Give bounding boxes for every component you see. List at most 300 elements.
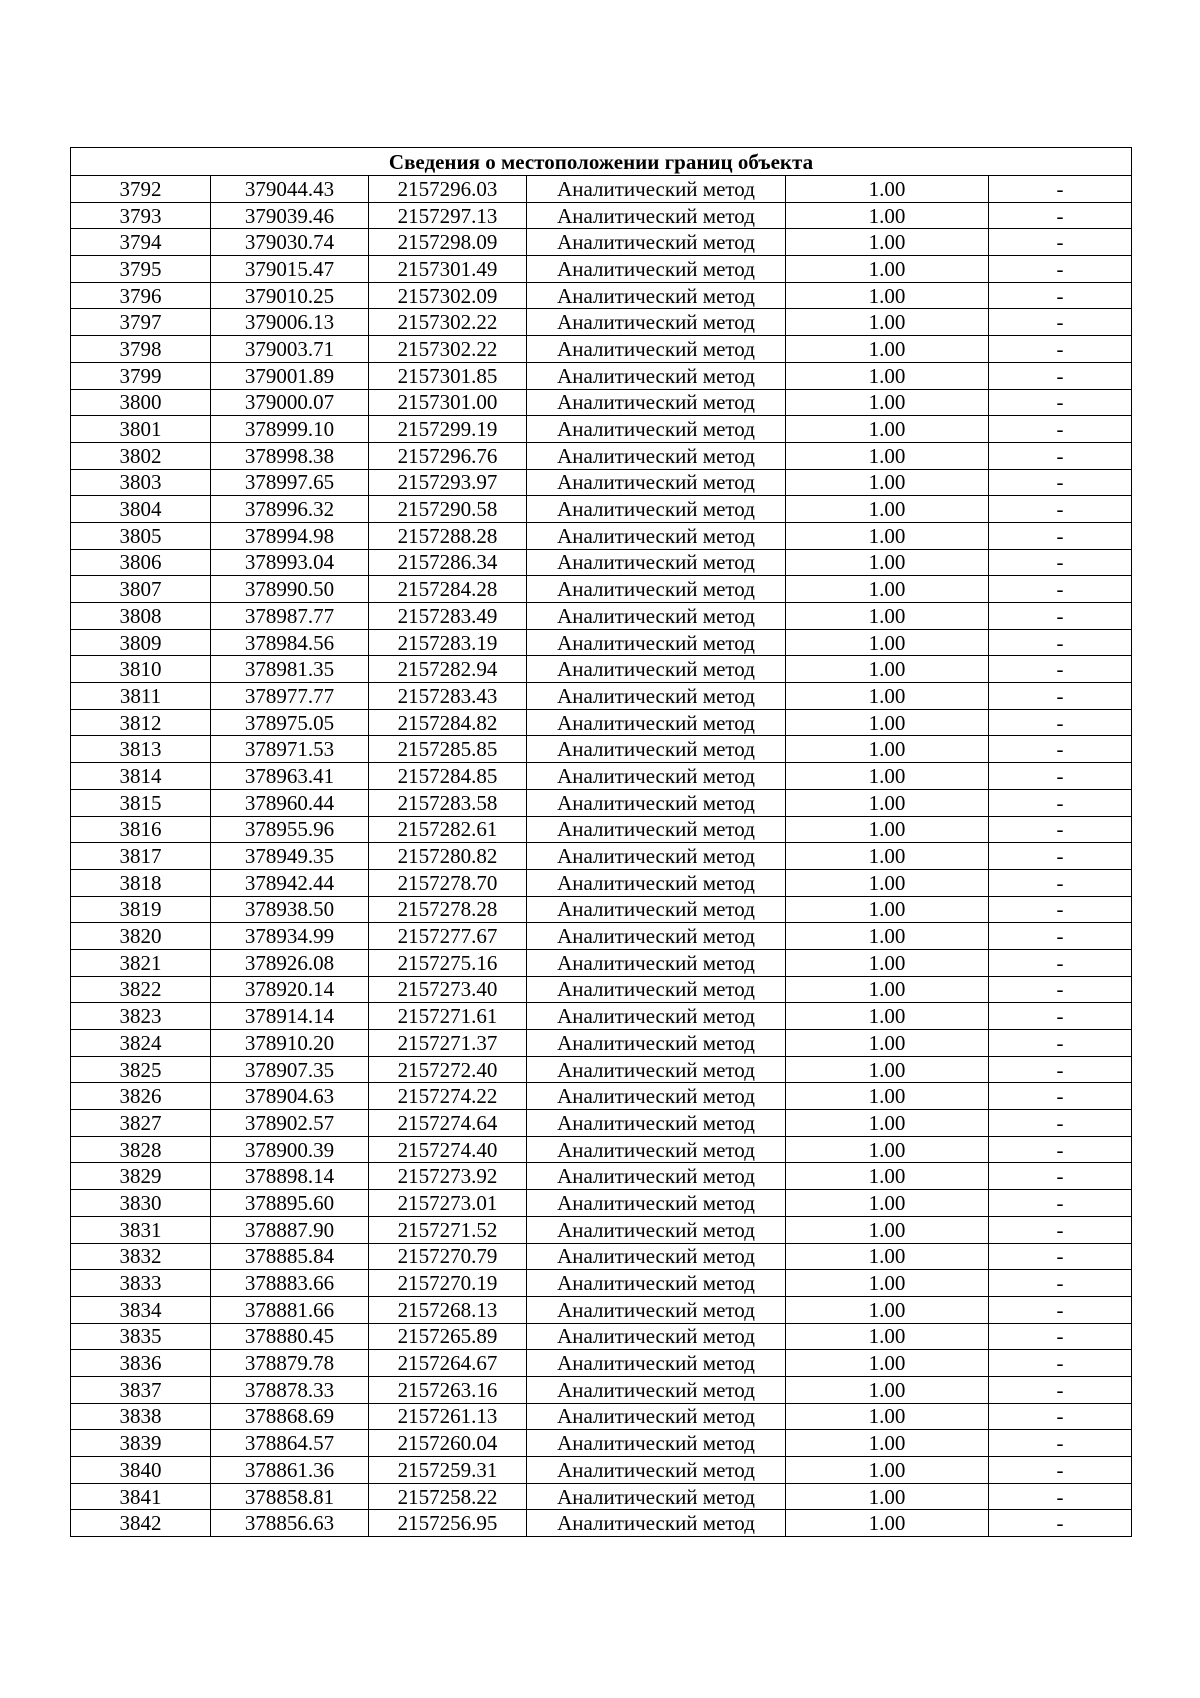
cell-description: - (989, 362, 1132, 389)
cell-coord-x: 379010.25 (211, 282, 369, 309)
cell-point-number: 3819 (71, 896, 211, 923)
table-row (71, 629, 1132, 656)
cell-point-number: 3805 (71, 522, 211, 549)
cell-description: - (989, 576, 1132, 603)
cell-method: Аналитический метод (527, 1030, 786, 1057)
cell-accuracy: 1.00 (786, 1430, 989, 1457)
cell-point-number: 3825 (71, 1056, 211, 1083)
table-row (71, 282, 1132, 309)
cell-method: Аналитический метод (527, 1483, 786, 1510)
cell-description: - (989, 1110, 1132, 1137)
cell-coord-y: 2157284.82 (369, 709, 527, 736)
cell-method: Аналитический метод (527, 336, 786, 363)
cell-method: Аналитический метод (527, 1003, 786, 1030)
cell-method: Аналитический метод (527, 576, 786, 603)
cell-coord-x: 378879.78 (211, 1350, 369, 1377)
cell-description: - (989, 1430, 1132, 1457)
table-row (71, 1270, 1132, 1297)
cell-accuracy: 1.00 (786, 442, 989, 469)
cell-point-number: 3814 (71, 763, 211, 790)
cell-method: Аналитический метод (527, 1457, 786, 1484)
cell-method: Аналитический метод (527, 469, 786, 496)
cell-point-number: 3803 (71, 469, 211, 496)
cell-coord-x: 378883.66 (211, 1270, 369, 1297)
cell-coord-y: 2157270.79 (369, 1243, 527, 1270)
cell-coord-x: 379015.47 (211, 256, 369, 283)
cell-coord-x: 378934.99 (211, 923, 369, 950)
cell-method: Аналитический метод (527, 1056, 786, 1083)
cell-coord-y: 2157277.67 (369, 923, 527, 950)
cell-description: - (989, 656, 1132, 683)
cell-accuracy: 1.00 (786, 1216, 989, 1243)
cell-coord-y: 2157282.94 (369, 656, 527, 683)
cell-accuracy: 1.00 (786, 336, 989, 363)
cell-description: - (989, 1243, 1132, 1270)
table-row (71, 549, 1132, 576)
cell-coord-x: 378868.69 (211, 1403, 369, 1430)
cell-coord-x: 378994.98 (211, 522, 369, 549)
cell-accuracy: 1.00 (786, 949, 989, 976)
table-row (71, 683, 1132, 710)
cell-description: - (989, 1457, 1132, 1484)
cell-method: Аналитический метод (527, 389, 786, 416)
cell-coord-y: 2157282.61 (369, 816, 527, 843)
cell-coord-x: 378955.96 (211, 816, 369, 843)
cell-method: Аналитический метод (527, 683, 786, 710)
cell-method: Аналитический метод (527, 176, 786, 203)
cell-coord-x: 378864.57 (211, 1430, 369, 1457)
cell-description: - (989, 1483, 1132, 1510)
cell-accuracy: 1.00 (786, 522, 989, 549)
cell-accuracy: 1.00 (786, 1190, 989, 1217)
cell-point-number: 3795 (71, 256, 211, 283)
cell-point-number: 3839 (71, 1430, 211, 1457)
cell-coord-y: 2157298.09 (369, 229, 527, 256)
cell-coord-y: 2157280.82 (369, 843, 527, 870)
cell-accuracy: 1.00 (786, 496, 989, 523)
cell-point-number: 3834 (71, 1296, 211, 1323)
cell-description: - (989, 336, 1132, 363)
cell-coord-x: 379003.71 (211, 336, 369, 363)
cell-accuracy: 1.00 (786, 1110, 989, 1137)
cell-coord-y: 2157270.19 (369, 1270, 527, 1297)
cell-coord-y: 2157271.61 (369, 1003, 527, 1030)
cell-description: - (989, 869, 1132, 896)
cell-accuracy: 1.00 (786, 603, 989, 630)
table-row (71, 416, 1132, 443)
table-row (71, 1296, 1132, 1323)
cell-coord-x: 378856.63 (211, 1510, 369, 1537)
cell-description: - (989, 1056, 1132, 1083)
cell-description: - (989, 1163, 1132, 1190)
cell-accuracy: 1.00 (786, 549, 989, 576)
cell-method: Аналитический метод (527, 1403, 786, 1430)
table-row (71, 976, 1132, 1003)
cell-method: Аналитический метод (527, 1083, 786, 1110)
table-row (71, 202, 1132, 229)
cell-accuracy: 1.00 (786, 923, 989, 950)
cell-point-number: 3812 (71, 709, 211, 736)
cell-coord-x: 378977.77 (211, 683, 369, 710)
cell-description: - (989, 1403, 1132, 1430)
cell-coord-x: 379044.43 (211, 176, 369, 203)
cell-coord-y: 2157271.52 (369, 1216, 527, 1243)
cell-point-number: 3823 (71, 1003, 211, 1030)
cell-point-number: 3794 (71, 229, 211, 256)
cell-coord-x: 378975.05 (211, 709, 369, 736)
cell-coord-x: 378880.45 (211, 1323, 369, 1350)
cell-method: Аналитический метод (527, 309, 786, 336)
cell-point-number: 3809 (71, 629, 211, 656)
cell-coord-x: 378926.08 (211, 949, 369, 976)
cell-description: - (989, 282, 1132, 309)
cell-description: - (989, 709, 1132, 736)
cell-method: Аналитический метод (527, 763, 786, 790)
cell-method: Аналитический метод (527, 522, 786, 549)
cell-accuracy: 1.00 (786, 229, 989, 256)
cell-description: - (989, 816, 1132, 843)
cell-method: Аналитический метод (527, 496, 786, 523)
table-row (71, 869, 1132, 896)
cell-coord-x: 378981.35 (211, 656, 369, 683)
cell-accuracy: 1.00 (786, 1083, 989, 1110)
cell-point-number: 3796 (71, 282, 211, 309)
cell-coord-y: 2157272.40 (369, 1056, 527, 1083)
cell-coord-y: 2157284.85 (369, 763, 527, 790)
cell-coord-x: 379001.89 (211, 362, 369, 389)
cell-method: Аналитический метод (527, 1270, 786, 1297)
cell-accuracy: 1.00 (786, 683, 989, 710)
cell-point-number: 3799 (71, 362, 211, 389)
cell-coord-x: 378858.81 (211, 1483, 369, 1510)
cell-description: - (989, 1350, 1132, 1377)
cell-coord-x: 378898.14 (211, 1163, 369, 1190)
cell-coord-y: 2157299.19 (369, 416, 527, 443)
table-row (71, 1350, 1132, 1377)
cell-accuracy: 1.00 (786, 896, 989, 923)
cell-coord-x: 379006.13 (211, 309, 369, 336)
cell-method: Аналитический метод (527, 923, 786, 950)
cell-coord-y: 2157258.22 (369, 1483, 527, 1510)
cell-method: Аналитический метод (527, 603, 786, 630)
cell-point-number: 3801 (71, 416, 211, 443)
table-row (71, 896, 1132, 923)
cell-method: Аналитический метод (527, 229, 786, 256)
cell-method: Аналитический метод (527, 656, 786, 683)
cell-coord-y: 2157274.40 (369, 1136, 527, 1163)
table-row (71, 1323, 1132, 1350)
table-row (71, 496, 1132, 523)
cell-coord-y: 2157296.76 (369, 442, 527, 469)
cell-coord-y: 2157290.58 (369, 496, 527, 523)
cell-coord-x: 378907.35 (211, 1056, 369, 1083)
cell-coord-y: 2157283.49 (369, 603, 527, 630)
table-row (71, 442, 1132, 469)
cell-accuracy: 1.00 (786, 629, 989, 656)
cell-point-number: 3821 (71, 949, 211, 976)
cell-coord-x: 378904.63 (211, 1083, 369, 1110)
cell-coord-y: 2157278.70 (369, 869, 527, 896)
table-row (71, 309, 1132, 336)
cell-coord-x: 378990.50 (211, 576, 369, 603)
cell-accuracy: 1.00 (786, 1403, 989, 1430)
table-row (71, 1376, 1132, 1403)
table-row (71, 229, 1132, 256)
cell-coord-y: 2157259.31 (369, 1457, 527, 1484)
cell-accuracy: 1.00 (786, 416, 989, 443)
cell-description: - (989, 1136, 1132, 1163)
table-row (71, 1003, 1132, 1030)
cell-coord-y: 2157288.28 (369, 522, 527, 549)
cell-point-number: 3816 (71, 816, 211, 843)
cell-accuracy: 1.00 (786, 1056, 989, 1083)
cell-coord-y: 2157296.03 (369, 176, 527, 203)
cell-description: - (989, 1510, 1132, 1537)
cell-coord-x: 378999.10 (211, 416, 369, 443)
cell-coord-x: 378938.50 (211, 896, 369, 923)
cell-coord-y: 2157284.28 (369, 576, 527, 603)
cell-coord-x: 378996.32 (211, 496, 369, 523)
cell-point-number: 3818 (71, 869, 211, 896)
cell-method: Аналитический метод (527, 1190, 786, 1217)
cell-point-number: 3798 (71, 336, 211, 363)
table-row (71, 923, 1132, 950)
cell-coord-y: 2157301.00 (369, 389, 527, 416)
cell-description: - (989, 442, 1132, 469)
cell-description: - (989, 522, 1132, 549)
cell-coord-x: 378963.41 (211, 763, 369, 790)
boundary-table (70, 147, 1132, 1537)
cell-description: - (989, 949, 1132, 976)
cell-accuracy: 1.00 (786, 1163, 989, 1190)
cell-method: Аналитический метод (527, 976, 786, 1003)
cell-description: - (989, 896, 1132, 923)
table-row (71, 469, 1132, 496)
cell-point-number: 3841 (71, 1483, 211, 1510)
table-row (71, 256, 1132, 283)
cell-method: Аналитический метод (527, 1350, 786, 1377)
cell-description: - (989, 549, 1132, 576)
cell-point-number: 3807 (71, 576, 211, 603)
cell-accuracy: 1.00 (786, 763, 989, 790)
cell-coord-y: 2157286.34 (369, 549, 527, 576)
cell-accuracy: 1.00 (786, 576, 989, 603)
cell-coord-x: 378984.56 (211, 629, 369, 656)
cell-coord-x: 379030.74 (211, 229, 369, 256)
cell-description: - (989, 1216, 1132, 1243)
cell-accuracy: 1.00 (786, 1270, 989, 1297)
cell-coord-y: 2157260.04 (369, 1430, 527, 1457)
cell-method: Аналитический метод (527, 1430, 786, 1457)
table-row (71, 1483, 1132, 1510)
cell-coord-x: 378895.60 (211, 1190, 369, 1217)
cell-description: - (989, 309, 1132, 336)
cell-coord-y: 2157265.89 (369, 1323, 527, 1350)
cell-point-number: 3838 (71, 1403, 211, 1430)
cell-description: - (989, 736, 1132, 763)
table-row (71, 1216, 1132, 1243)
cell-method: Аналитический метод (527, 736, 786, 763)
cell-coord-y: 2157302.22 (369, 309, 527, 336)
cell-coord-y: 2157293.97 (369, 469, 527, 496)
cell-description: - (989, 416, 1132, 443)
table-row (71, 522, 1132, 549)
cell-coord-x: 378949.35 (211, 843, 369, 870)
cell-method: Аналитический метод (527, 549, 786, 576)
table-row (71, 1510, 1132, 1537)
table-row (71, 1136, 1132, 1163)
cell-point-number: 3833 (71, 1270, 211, 1297)
cell-coord-y: 2157283.58 (369, 789, 527, 816)
cell-method: Аналитический метод (527, 1243, 786, 1270)
table-row (71, 576, 1132, 603)
cell-point-number: 3820 (71, 923, 211, 950)
cell-description: - (989, 1083, 1132, 1110)
cell-accuracy: 1.00 (786, 362, 989, 389)
cell-coord-y: 2157264.67 (369, 1350, 527, 1377)
cell-coord-y: 2157261.13 (369, 1403, 527, 1430)
cell-point-number: 3842 (71, 1510, 211, 1537)
cell-method: Аналитический метод (527, 442, 786, 469)
cell-method: Аналитический метод (527, 1510, 786, 1537)
cell-coord-x: 378971.53 (211, 736, 369, 763)
cell-accuracy: 1.00 (786, 1323, 989, 1350)
cell-accuracy: 1.00 (786, 656, 989, 683)
table-row (71, 763, 1132, 790)
cell-method: Аналитический метод (527, 202, 786, 229)
table-body (71, 176, 1132, 1537)
cell-method: Аналитический метод (527, 949, 786, 976)
cell-method: Аналитический метод (527, 1110, 786, 1137)
cell-coord-x: 378902.57 (211, 1110, 369, 1137)
cell-description: - (989, 496, 1132, 523)
cell-description: - (989, 603, 1132, 630)
cell-description: - (989, 789, 1132, 816)
cell-point-number: 3804 (71, 496, 211, 523)
cell-point-number: 3827 (71, 1110, 211, 1137)
cell-description: - (989, 176, 1132, 203)
cell-coord-y: 2157285.85 (369, 736, 527, 763)
table-row (71, 1083, 1132, 1110)
cell-description: - (989, 1190, 1132, 1217)
cell-coord-y: 2157263.16 (369, 1376, 527, 1403)
cell-method: Аналитический метод (527, 816, 786, 843)
cell-method: Аналитический метод (527, 896, 786, 923)
table-row (71, 949, 1132, 976)
cell-accuracy: 1.00 (786, 976, 989, 1003)
cell-coord-y: 2157273.92 (369, 1163, 527, 1190)
cell-accuracy: 1.00 (786, 1376, 989, 1403)
cell-point-number: 3817 (71, 843, 211, 870)
cell-method: Аналитический метод (527, 629, 786, 656)
cell-description: - (989, 923, 1132, 950)
cell-point-number: 3811 (71, 683, 211, 710)
cell-point-number: 3793 (71, 202, 211, 229)
cell-accuracy: 1.00 (786, 1510, 989, 1537)
cell-point-number: 3836 (71, 1350, 211, 1377)
cell-point-number: 3835 (71, 1323, 211, 1350)
cell-accuracy: 1.00 (786, 282, 989, 309)
cell-method: Аналитический метод (527, 1136, 786, 1163)
cell-method: Аналитический метод (527, 1323, 786, 1350)
cell-coord-y: 2157301.85 (369, 362, 527, 389)
cell-coord-x: 378998.38 (211, 442, 369, 469)
cell-coord-y: 2157302.09 (369, 282, 527, 309)
cell-description: - (989, 1030, 1132, 1057)
cell-point-number: 3810 (71, 656, 211, 683)
table-row (71, 176, 1132, 203)
cell-accuracy: 1.00 (786, 1296, 989, 1323)
cell-coord-y: 2157297.13 (369, 202, 527, 229)
cell-description: - (989, 1296, 1132, 1323)
cell-accuracy: 1.00 (786, 789, 989, 816)
cell-description: - (989, 202, 1132, 229)
cell-point-number: 3832 (71, 1243, 211, 1270)
cell-method: Аналитический метод (527, 282, 786, 309)
table-row (71, 389, 1132, 416)
cell-description: - (989, 1003, 1132, 1030)
cell-description: - (989, 629, 1132, 656)
cell-description: - (989, 1270, 1132, 1297)
cell-accuracy: 1.00 (786, 736, 989, 763)
cell-accuracy: 1.00 (786, 1350, 989, 1377)
cell-method: Аналитический метод (527, 1163, 786, 1190)
cell-method: Аналитический метод (527, 1296, 786, 1323)
cell-description: - (989, 683, 1132, 710)
cell-point-number: 3837 (71, 1376, 211, 1403)
cell-point-number: 3800 (71, 389, 211, 416)
table-row (71, 1056, 1132, 1083)
cell-coord-x: 379000.07 (211, 389, 369, 416)
cell-description: - (989, 976, 1132, 1003)
cell-coord-y: 2157271.37 (369, 1030, 527, 1057)
cell-point-number: 3829 (71, 1163, 211, 1190)
cell-accuracy: 1.00 (786, 1030, 989, 1057)
cell-method: Аналитический метод (527, 416, 786, 443)
cell-method: Аналитический метод (527, 789, 786, 816)
cell-coord-x: 378920.14 (211, 976, 369, 1003)
cell-point-number: 3830 (71, 1190, 211, 1217)
table-row (71, 789, 1132, 816)
cell-point-number: 3808 (71, 603, 211, 630)
cell-accuracy: 1.00 (786, 1483, 989, 1510)
cell-coord-x: 379039.46 (211, 202, 369, 229)
table-row (71, 1403, 1132, 1430)
table-row (71, 1430, 1132, 1457)
cell-coord-y: 2157256.95 (369, 1510, 527, 1537)
table-row (71, 709, 1132, 736)
cell-coord-x: 378861.36 (211, 1457, 369, 1484)
cell-coord-x: 378878.33 (211, 1376, 369, 1403)
cell-coord-x: 378881.66 (211, 1296, 369, 1323)
cell-description: - (989, 469, 1132, 496)
cell-point-number: 3824 (71, 1030, 211, 1057)
cell-coord-y: 2157273.01 (369, 1190, 527, 1217)
cell-method: Аналитический метод (527, 1216, 786, 1243)
cell-description: - (989, 1323, 1132, 1350)
cell-accuracy: 1.00 (786, 1136, 989, 1163)
cell-method: Аналитический метод (527, 1376, 786, 1403)
cell-coord-y: 2157274.22 (369, 1083, 527, 1110)
cell-coord-x: 378960.44 (211, 789, 369, 816)
cell-method: Аналитический метод (527, 843, 786, 870)
cell-method: Аналитический метод (527, 709, 786, 736)
cell-accuracy: 1.00 (786, 843, 989, 870)
table-title: Сведения о местоположении границ объекта (71, 148, 1132, 176)
cell-accuracy: 1.00 (786, 389, 989, 416)
cell-point-number: 3806 (71, 549, 211, 576)
cell-coord-x: 378900.39 (211, 1136, 369, 1163)
